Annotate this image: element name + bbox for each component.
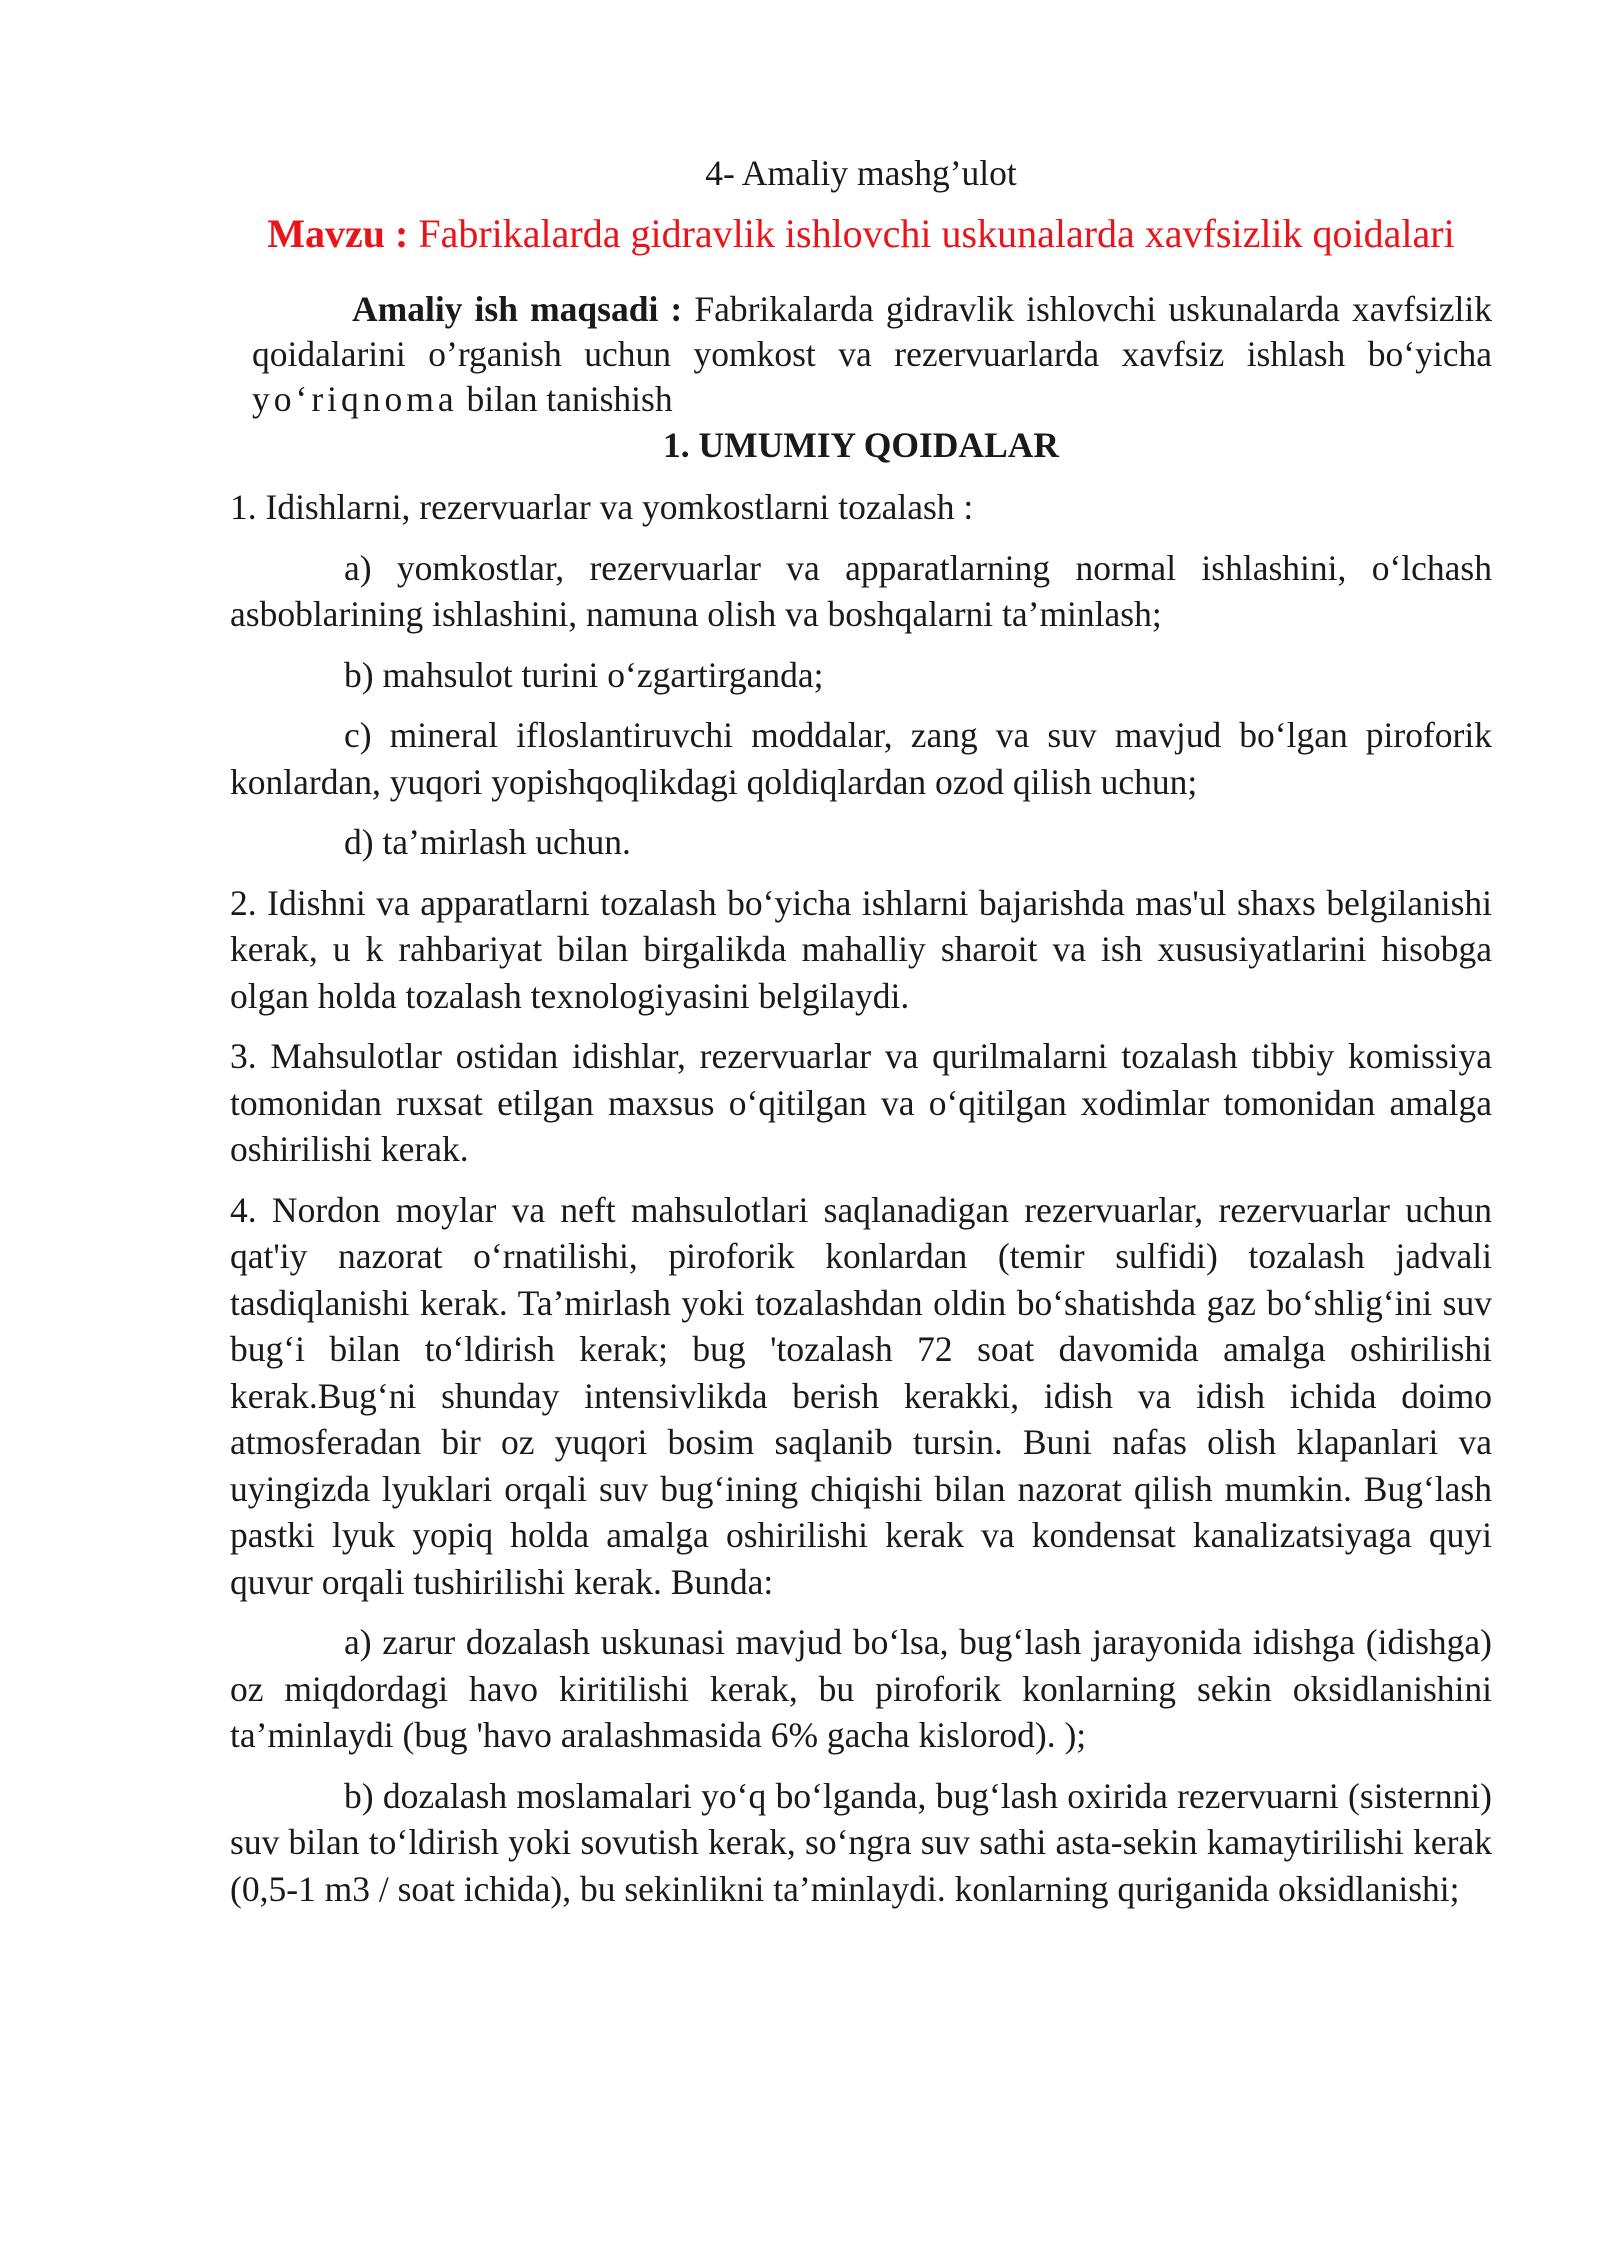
topic-label: Mavzu : [267, 210, 409, 256]
paragraph-1b: b) mahsulot turini o‘zgartirganda; [344, 654, 824, 695]
paragraph-4a: a) zarur dozalash uskunasi mavjud bo‘lsa, bug‘lash jarayonida idishga (idishga) oz miqdordagi havo kiritilishi kerak, bu piroforik konlarning sekin oksidlanishini ta’minlaydi (bug 'havo aralashmasida 6% gacha kislorod). ); [230, 1622, 1492, 1755]
purpose-text: Fabrikalarda gidravlik ishlovchi uskunalarda xavfsizlik qoidalarini o’rganish uchun yomkost va rezervuarlarda xavfsiz ishlash bo‘yicha [252, 288, 1492, 374]
paragraph-2: 2. Idishni va apparatlarni tozalash bo‘yicha ishlarni bajarishda mas'ul shaxs belgilanishi kerak, u k rahbariyat bilan birgalikda mahalliy sharoit va ish xususiyatlarini hisobga olgan holda tozalash texnologiyasini belgilaydi. [230, 882, 1492, 1016]
paragraph-3: 3. Mahsulotlar ostidan idishlar, rezervuarlar va qurilmalarni tozalash tibbiy komissiya tomonidan ruxsat etilgan maxsus o‘qitilgan va o‘qitilgan xodimlar tomonidan amalga oshirilishi kerak. [230, 1036, 1492, 1169]
paragraph-1a: a) yomkostlar, rezervuarlar va apparatlarning normal ishlashini, o‘lchash asboblarining ishlashini, namuna olish va boshqalarni ta’minlash; [230, 547, 1492, 634]
section-title: 1. UMUMIY QOIDALAR [662, 424, 1060, 465]
purpose-tail: bilan tanishish [457, 378, 673, 419]
purpose-label: Amaliy ish maqsadi : [352, 288, 683, 329]
topic-text: Fabrikalarda gidravlik ishlovchi uskunalarda xavfsizlik qoidalari [418, 210, 1455, 256]
paragraph-1d: d) ta’mirlash uchun. [344, 822, 631, 862]
purpose-spaced-word: yo‘riqnoma [252, 378, 458, 419]
purpose-paragraph [230, 287, 1492, 422]
paragraph-1c: c) mineral ifloslantiruvchi moddalar, zang va suv mavjud bo‘lgan piroforik konlardan, yuqori yopishqoqlikdagi qoldiqlardan ozod qilish uchun; [230, 715, 1492, 802]
paragraph-1: 1. Idishlarni, rezervuarlar va yomkostlarni tozalash : [230, 487, 974, 527]
document-page [230, 150, 1492, 1926]
lesson-number: 4- Amaliy mashg’ulot [705, 153, 1017, 193]
paragraph-4b: b) dozalash moslamalari yo‘q bo‘lganda, bug‘lash oxirida rezervuarni (sisternni) suv bilan to‘ldirish yoki sovutish kerak, so‘ngra suv sathi asta-sekin kamaytirilishi kerak (0,5-1 m3 / soat ichida), bu sekinlikni ta’minlaydi. konlarning quriganida oksidlanishi; [230, 1775, 1492, 1909]
topic-heading [230, 207, 1492, 261]
paragraph-4: 4. Nordon moylar va neft mahsulotlari saqlanadigan rezervuarlar, rezervuarlar uchun qat'iy nazorat o‘rnatilishi, piroforik konlardan (temir sulfidi) tozalash jadvali tasdiqlanishi kerak. Ta’mirlash yoki tozalashdan oldin bo‘shatishda gaz bo‘shlig‘ini suv bug‘i bilan to‘ldirish kerak; bug 'tozalash 72 soat davomida amalga oshirilishi kerak.Bug‘ni shunday intensivlikda berish kerakki, idish va idish ichida doimo atmosferadan bir oz yuqori bosim saqlanib tursin. Buni nafas olish klapanlari va uyingizda lyuklari orqali suv bug‘ining chiqishi bilan nazorat qilish mumkin. Bug‘lash pastki lyuk yopiq holda amalga oshirilishi kerak va kondensat kanalizatsiyaga quyi quvur orqali tushirilishi kerak. Bunda: [230, 1189, 1492, 1602]
